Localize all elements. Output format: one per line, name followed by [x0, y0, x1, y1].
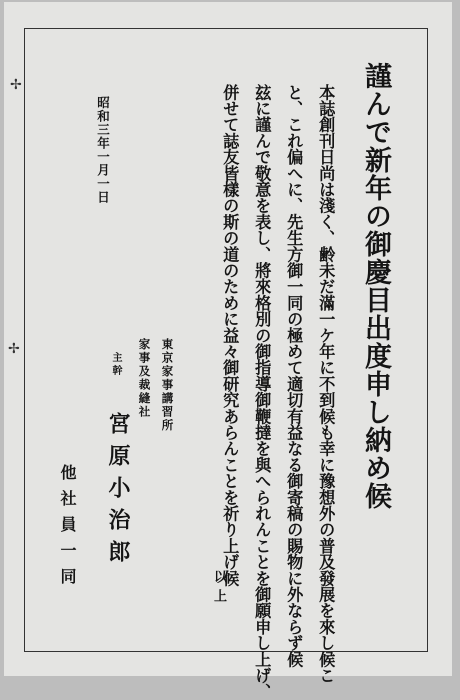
body-line-1: 本誌創刊日尚は淺く、齢未だ滿一ケ年に不到候も幸に豫想外の普及發展を來し候こ	[316, 84, 336, 684]
page	[4, 2, 452, 700]
date: 昭和三年一月一日	[95, 96, 111, 204]
editor-name: 宮原小治郎	[105, 412, 131, 572]
staff-signature: 他社員一同	[58, 464, 77, 594]
body-line-4: 併せて誌友皆樣の斯の道のために益々御研究あらんことを祈り上げ候	[220, 84, 240, 587]
title: 謹んで新年の御慶目出度申し納め候	[360, 62, 391, 510]
closing: 以上	[211, 570, 226, 608]
body-line-2: と、これ偏へに、先生方御一同の極めて適切有益なる御寄稿の賜物に外ならず候	[284, 84, 304, 668]
role-label: 主幹	[110, 352, 121, 378]
org-line-2: 家事及裁縫社	[137, 338, 152, 419]
body-line-3: 玆に謹んで敬意を表し、將來格別の御指導御鞭撻を與へられんことを御願申し上げ、	[252, 84, 272, 700]
corner-mark-icon: ✢	[8, 341, 20, 357]
corner-mark-icon: ✢	[10, 77, 22, 93]
org-line-1: 東京家事講習所	[160, 338, 175, 433]
